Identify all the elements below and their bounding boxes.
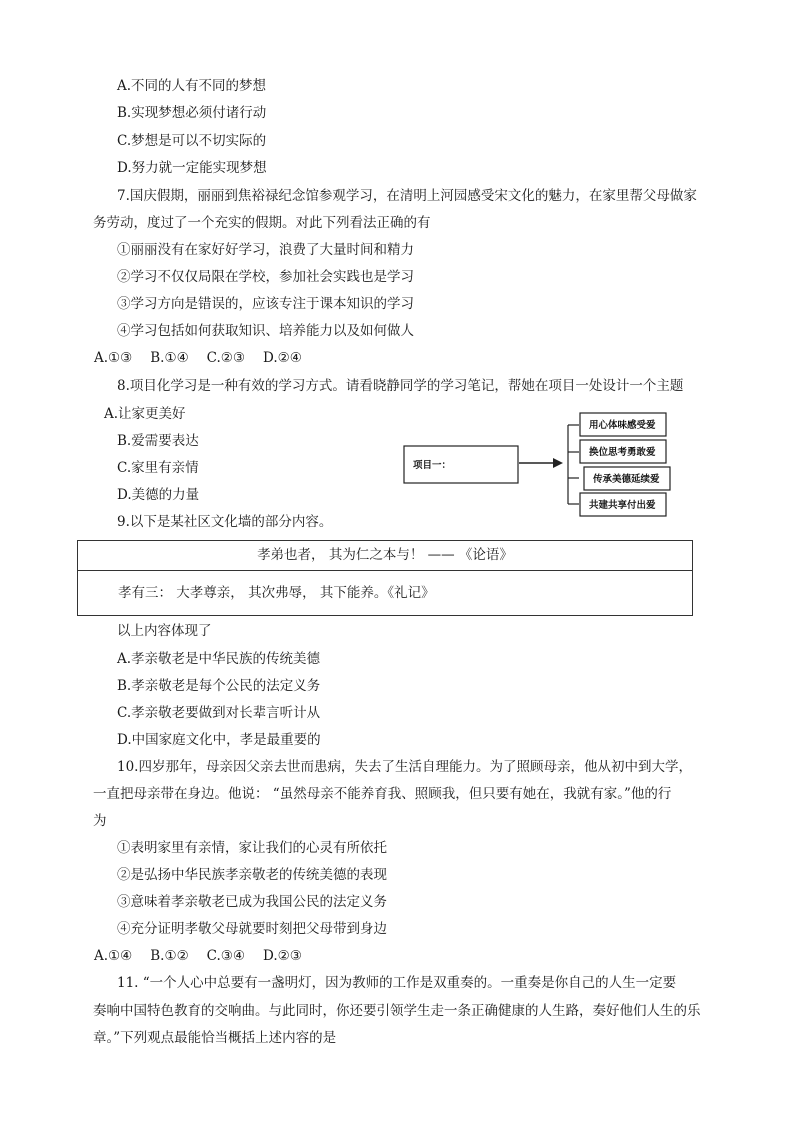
q7-statement-3: ③学习方向是错误的，应该专注于课本知识的学习 (117, 296, 414, 312)
main-arrow-head (553, 458, 563, 468)
q9-option-d: D.中国家庭文化中，孝是最重要的 (117, 732, 321, 748)
q10-statement-3: ③意味着孝亲敬老已成为我国公民的法定义务 (117, 894, 387, 910)
q9-stem: 9.以下是某社区文化墙的部分内容。 (117, 514, 333, 530)
q10-choice-b: B.①② (150, 948, 189, 964)
culture-wall-quote-box (77, 540, 693, 616)
q7-choice-b: B.①④ (150, 350, 189, 366)
q8-option-c: C.家里有亲情 (117, 460, 199, 476)
q6-option-d: D.努力就一定能实现梦想 (117, 160, 267, 176)
q9-lead: 以上内容体现了 (117, 623, 212, 639)
branch-label-2: 换位思考勇敢爱 (589, 447, 656, 458)
quote-liji: 孝有三： 大孝尊亲， 其次弗辱， 其下能养。《礼记》 (118, 585, 435, 601)
q10-stem-line3: 为 (93, 813, 107, 829)
q11-stem-line2: 奏响中国特色教育的交响曲。与此同时，你还要引领学生走一条正确健康的人生路，奏好他们人生的乐 (93, 1003, 701, 1019)
q6-option-c: C.梦想是可以不切实际的 (117, 133, 267, 149)
q10-choices (94, 946, 320, 966)
q11-stem-line3: 章。”下列观点最能恰当概括上述内容的是 (93, 1030, 337, 1046)
q6-option-b: B.实现梦想必须付诸行动 (117, 105, 267, 121)
q8-option-b: B.爱需要表达 (117, 433, 199, 449)
project-label: 项目一： (413, 460, 452, 471)
q7-stem-line1: 7.国庆假期，丽丽到焦裕禄纪念馆参观学习，在清明上河园感受宋文化的魅力，在家里帮父母做家 (117, 188, 697, 204)
q10-statement-4: ④充分证明孝敬父母就要时刻把父母带到身边 (117, 921, 387, 937)
q7-statement-1: ①丽丽没有在家好好学习，浪费了大量时间和精力 (117, 242, 414, 258)
q7-choice-c: C.②③ (206, 350, 246, 366)
q10-choice-c: C.③④ (206, 948, 246, 964)
branch-label-1: 用心体味感受爱 (589, 420, 656, 431)
quote-lunyu: 孝弟也者， 其为仁之本与！ —— 《论语》 (257, 547, 513, 563)
q6-option-a: A.不同的人有不同的梦想 (117, 78, 267, 94)
q7-stem-line2: 务劳动，度过了一个充实的假期。对此下列看法正确的有 (93, 215, 431, 231)
q10-choice-a: A.①④ (94, 948, 133, 964)
q10-choice-d: D.②③ (263, 948, 302, 964)
quote-divider (78, 570, 692, 571)
q10-statement-1: ①表明家里有亲情，家让我们的心灵有所依托 (117, 840, 387, 856)
q7-statement-4: ④学习包括如何获取知识、培养能力以及如何做人 (117, 323, 414, 339)
q7-choice-d: D.②④ (263, 350, 302, 366)
q7-statement-2: ②学习不仅仅局限在学校，参加社会实践也是学习 (117, 269, 414, 285)
q7-choice-a: A.①③ (94, 350, 133, 366)
q9-option-a: A.孝亲敬老是中华民族的传统美德 (117, 651, 321, 667)
q10-stem-line2: 一直把母亲带在身边。他说： “虽然母亲不能养育我、照顾我，但只要有她在，我就有家。”他的行 (93, 786, 672, 802)
q10-statement-2: ②是弘扬中华民族孝亲敬老的传统美德的表现 (117, 867, 387, 883)
q8-stem: 8.项目化学习是一种有效的学习方式。请看晓静同学的学习笔记，帮她在项目一处设计一个主题 (117, 378, 684, 394)
q9-option-b: B.孝亲敬老是每个公民的法定义务 (117, 678, 321, 694)
q8-option-d: D.美德的力量 (117, 487, 200, 503)
q10-stem-line1: 10.四岁那年，母亲因父亲去世而患病，失去了生活自理能力。为了照顾母亲，他从初中到大学， (117, 759, 692, 775)
q8-option-a: A.让家更美好 (104, 406, 186, 422)
q9-option-c: C.孝亲敬老要做到对长辈言听计从 (117, 705, 321, 721)
q11-stem-line1: 11. “一个人心中总要有一盏明灯，因为教师的工作是双重奏的。一重奏是你自己的人生一定要 (117, 975, 677, 991)
branch-label-3: 传承美德延续爱 (593, 474, 660, 485)
branch-label-4: 共建共享付出爱 (589, 500, 656, 511)
